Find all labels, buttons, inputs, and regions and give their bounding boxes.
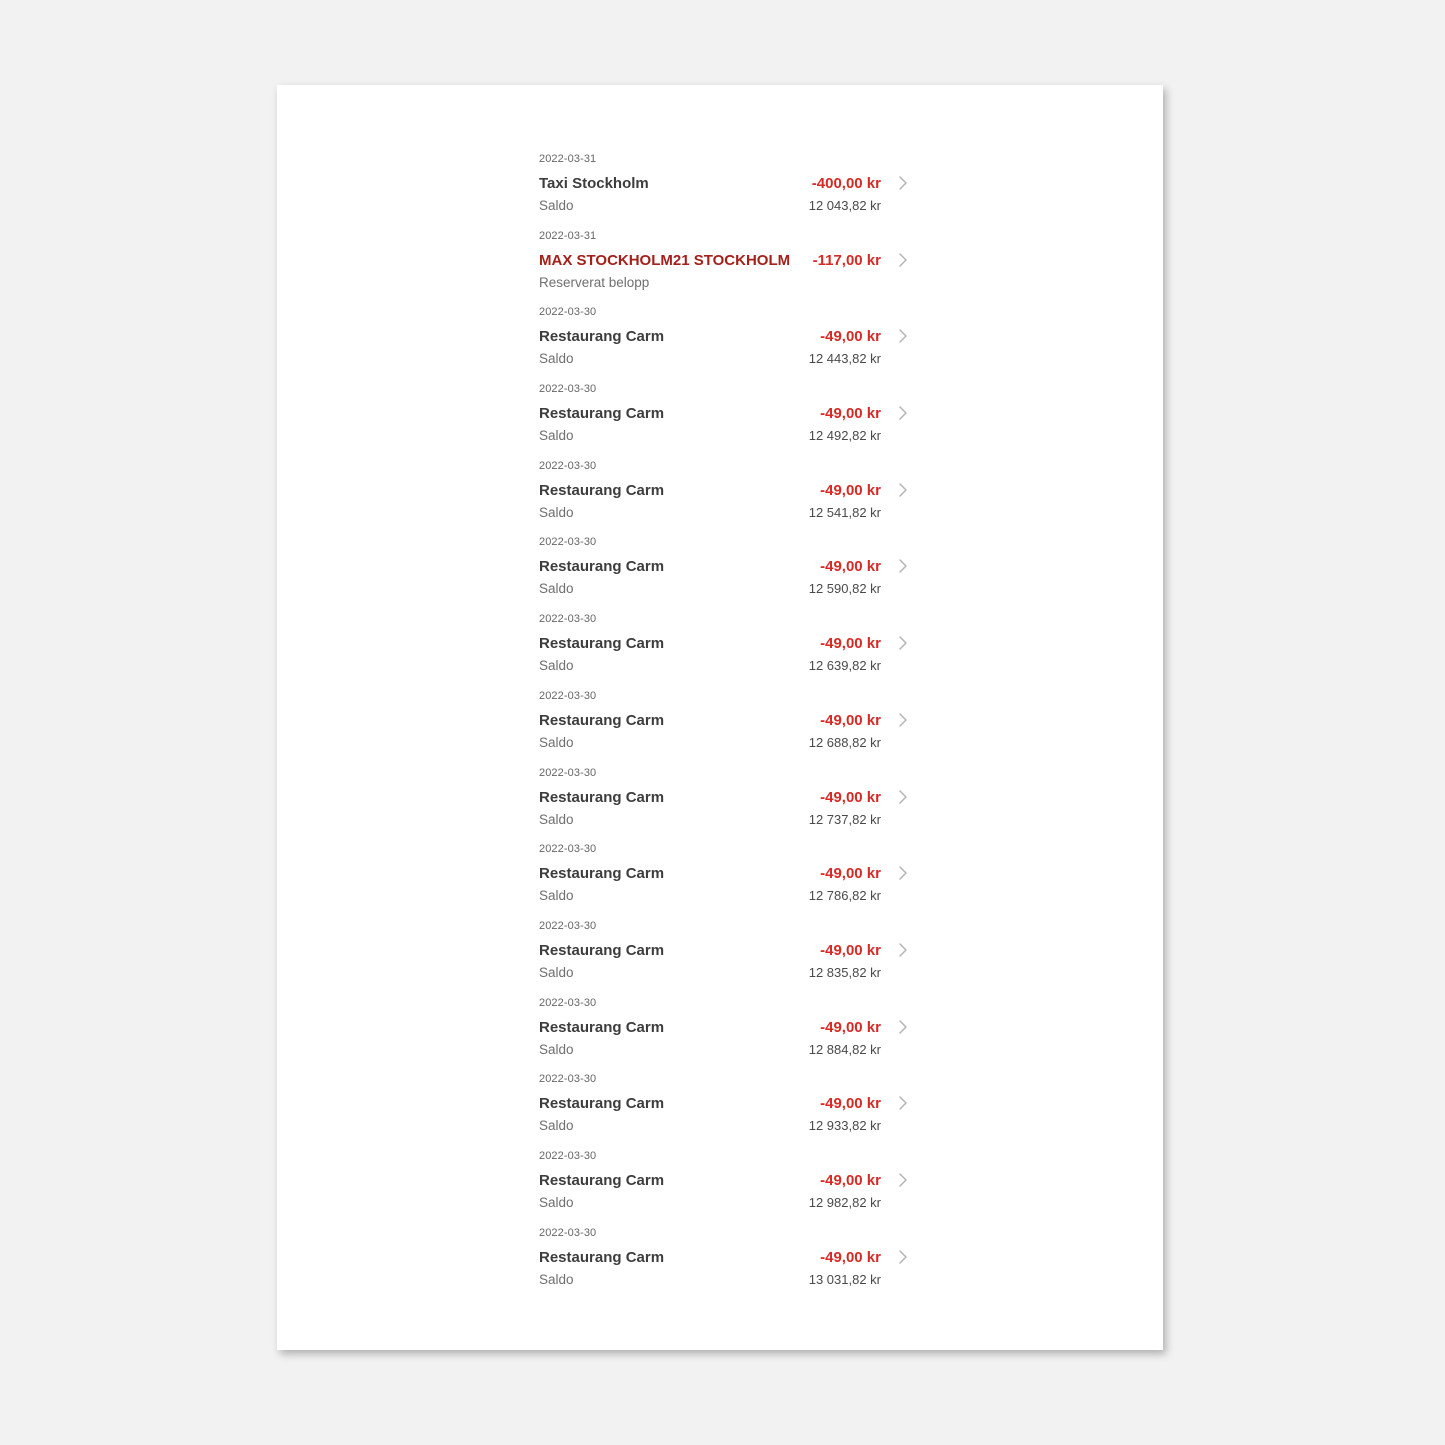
transaction-merchant: Taxi Stockholm (539, 175, 649, 192)
transaction-date: 2022-03-30 (539, 1149, 597, 1162)
transaction-subtitle: Saldo (539, 1194, 574, 1210)
transaction-merchant: Restaurang Carm (539, 1248, 665, 1266)
chevron-right-icon[interactable] (897, 942, 909, 958)
transaction-balance: 12 884,82 kr (808, 1041, 881, 1057)
transaction-balance: 12 835,82 kr (808, 964, 881, 980)
chevron-right-icon[interactable] (897, 712, 909, 728)
transaction-date: 2022-03-30 (539, 306, 597, 319)
transaction-subtitle: Saldo (539, 1118, 574, 1134)
transaction-subtitle: Saldo (539, 964, 574, 980)
transaction-date: 2022-03-31 (539, 153, 597, 165)
transaction-row[interactable] (539, 991, 909, 1068)
transaction-date: 2022-03-30 (539, 919, 597, 932)
transaction-row[interactable] (539, 607, 909, 684)
transaction-balance: 12 492,82 kr (808, 428, 881, 444)
chevron-right-icon[interactable] (897, 175, 909, 191)
chevron-right-icon[interactable] (897, 482, 909, 498)
chevron-right-icon[interactable] (897, 558, 909, 574)
transaction-subtitle: Saldo (539, 734, 574, 750)
transaction-date: 2022-03-30 (539, 766, 597, 779)
transaction-balance: 12 737,82 kr (808, 811, 881, 827)
transaction-row[interactable] (539, 761, 909, 838)
transaction-merchant: Restaurang Carm (539, 788, 665, 806)
transaction-date: 2022-03-30 (539, 843, 597, 856)
transaction-row[interactable] (539, 147, 909, 224)
transaction-row[interactable] (539, 1221, 909, 1298)
transaction-amount: -49,00 kr (820, 1248, 881, 1266)
chevron-right-icon[interactable] (897, 1172, 909, 1188)
transaction-balance: 12 933,82 kr (808, 1118, 881, 1134)
transaction-date: 2022-03-31 (539, 229, 597, 242)
transaction-date: 2022-03-30 (539, 1226, 597, 1239)
transaction-row[interactable] (539, 454, 909, 531)
transaction-balance: 12 443,82 kr (808, 351, 881, 367)
transaction-list (539, 147, 909, 1297)
transaction-merchant: Restaurang Carm (539, 558, 665, 576)
chevron-right-icon[interactable] (897, 1249, 909, 1265)
transaction-subtitle: Saldo (539, 428, 574, 444)
transaction-date: 2022-03-30 (539, 613, 597, 626)
transaction-subtitle: Saldo (539, 504, 574, 520)
transaction-balance: 12 043,82 kr (808, 198, 881, 213)
transaction-row[interactable] (539, 224, 909, 301)
transaction-balance: 12 639,82 kr (808, 658, 881, 674)
transaction-amount: -49,00 kr (820, 711, 881, 729)
chevron-right-icon[interactable] (897, 865, 909, 881)
chevron-right-icon[interactable] (897, 1095, 909, 1111)
transaction-subtitle: Saldo (539, 198, 574, 213)
transaction-amount: -49,00 kr (820, 481, 881, 499)
chevron-right-icon[interactable] (897, 1019, 909, 1035)
transaction-merchant: Restaurang Carm (539, 941, 665, 959)
transaction-balance: 12 541,82 kr (808, 504, 881, 520)
transaction-subtitle: Saldo (539, 1041, 574, 1057)
transaction-merchant: Restaurang Carm (539, 1018, 665, 1036)
transaction-amount: -49,00 kr (820, 865, 881, 883)
transaction-amount: -49,00 kr (820, 1095, 881, 1113)
transaction-merchant: Restaurang Carm (539, 865, 665, 883)
transaction-amount: -49,00 kr (820, 405, 881, 423)
transaction-amount: -49,00 kr (820, 328, 881, 346)
transaction-date: 2022-03-30 (539, 536, 597, 549)
transaction-merchant: Restaurang Carm (539, 328, 665, 346)
transaction-row[interactable] (539, 300, 909, 377)
transaction-balance: 12 786,82 kr (808, 888, 881, 904)
transaction-balance: 12 590,82 kr (808, 581, 881, 597)
chevron-right-icon[interactable] (897, 252, 909, 268)
transaction-subtitle: Saldo (539, 351, 574, 367)
transaction-subtitle: Reserverat belopp (539, 274, 650, 290)
transaction-merchant: Restaurang Carm (539, 711, 665, 729)
transaction-merchant: Restaurang Carm (539, 1095, 665, 1113)
transaction-subtitle: Saldo (539, 658, 574, 674)
document-page (277, 85, 1163, 1350)
transaction-merchant: Restaurang Carm (539, 635, 665, 653)
chevron-right-icon[interactable] (897, 328, 909, 344)
transaction-date: 2022-03-30 (539, 996, 597, 1009)
transaction-amount: -117,00 kr (812, 251, 881, 269)
transaction-row[interactable] (539, 684, 909, 761)
transaction-balance: 12 982,82 kr (808, 1194, 881, 1210)
transaction-merchant: Restaurang Carm (539, 1171, 665, 1189)
transaction-date: 2022-03-30 (539, 459, 597, 472)
transaction-balance: 12 688,82 kr (808, 734, 881, 750)
transaction-subtitle: Saldo (539, 811, 574, 827)
transaction-merchant: MAX STOCKHOLM21 STOCKHOLM (539, 251, 791, 269)
transaction-merchant: Restaurang Carm (539, 481, 665, 499)
transaction-row[interactable] (539, 377, 909, 454)
chevron-right-icon[interactable] (897, 789, 909, 805)
transaction-amount: -49,00 kr (820, 788, 881, 806)
transaction-subtitle: Saldo (539, 888, 574, 904)
transaction-merchant: Restaurang Carm (539, 405, 665, 423)
transaction-date: 2022-03-30 (539, 1073, 597, 1086)
transaction-row[interactable] (539, 837, 909, 914)
transaction-date: 2022-03-30 (539, 383, 597, 396)
transaction-subtitle: Saldo (539, 581, 574, 597)
transaction-amount: -49,00 kr (820, 1018, 881, 1036)
transaction-date: 2022-03-30 (539, 689, 597, 702)
transaction-amount: -400,00 kr (811, 175, 881, 192)
transaction-row[interactable] (539, 1144, 909, 1221)
chevron-right-icon[interactable] (897, 635, 909, 651)
transaction-amount: -49,00 kr (820, 558, 881, 576)
transaction-amount: -49,00 kr (820, 635, 881, 653)
transaction-row[interactable] (539, 914, 909, 991)
transaction-row[interactable] (539, 530, 909, 607)
transaction-amount: -49,00 kr (820, 941, 881, 959)
transaction-balance: 13 031,82 kr (808, 1271, 881, 1287)
transaction-subtitle: Saldo (539, 1271, 574, 1287)
transaction-amount: -49,00 kr (820, 1171, 881, 1189)
transaction-row[interactable] (539, 1067, 909, 1144)
chevron-right-icon[interactable] (897, 405, 909, 421)
